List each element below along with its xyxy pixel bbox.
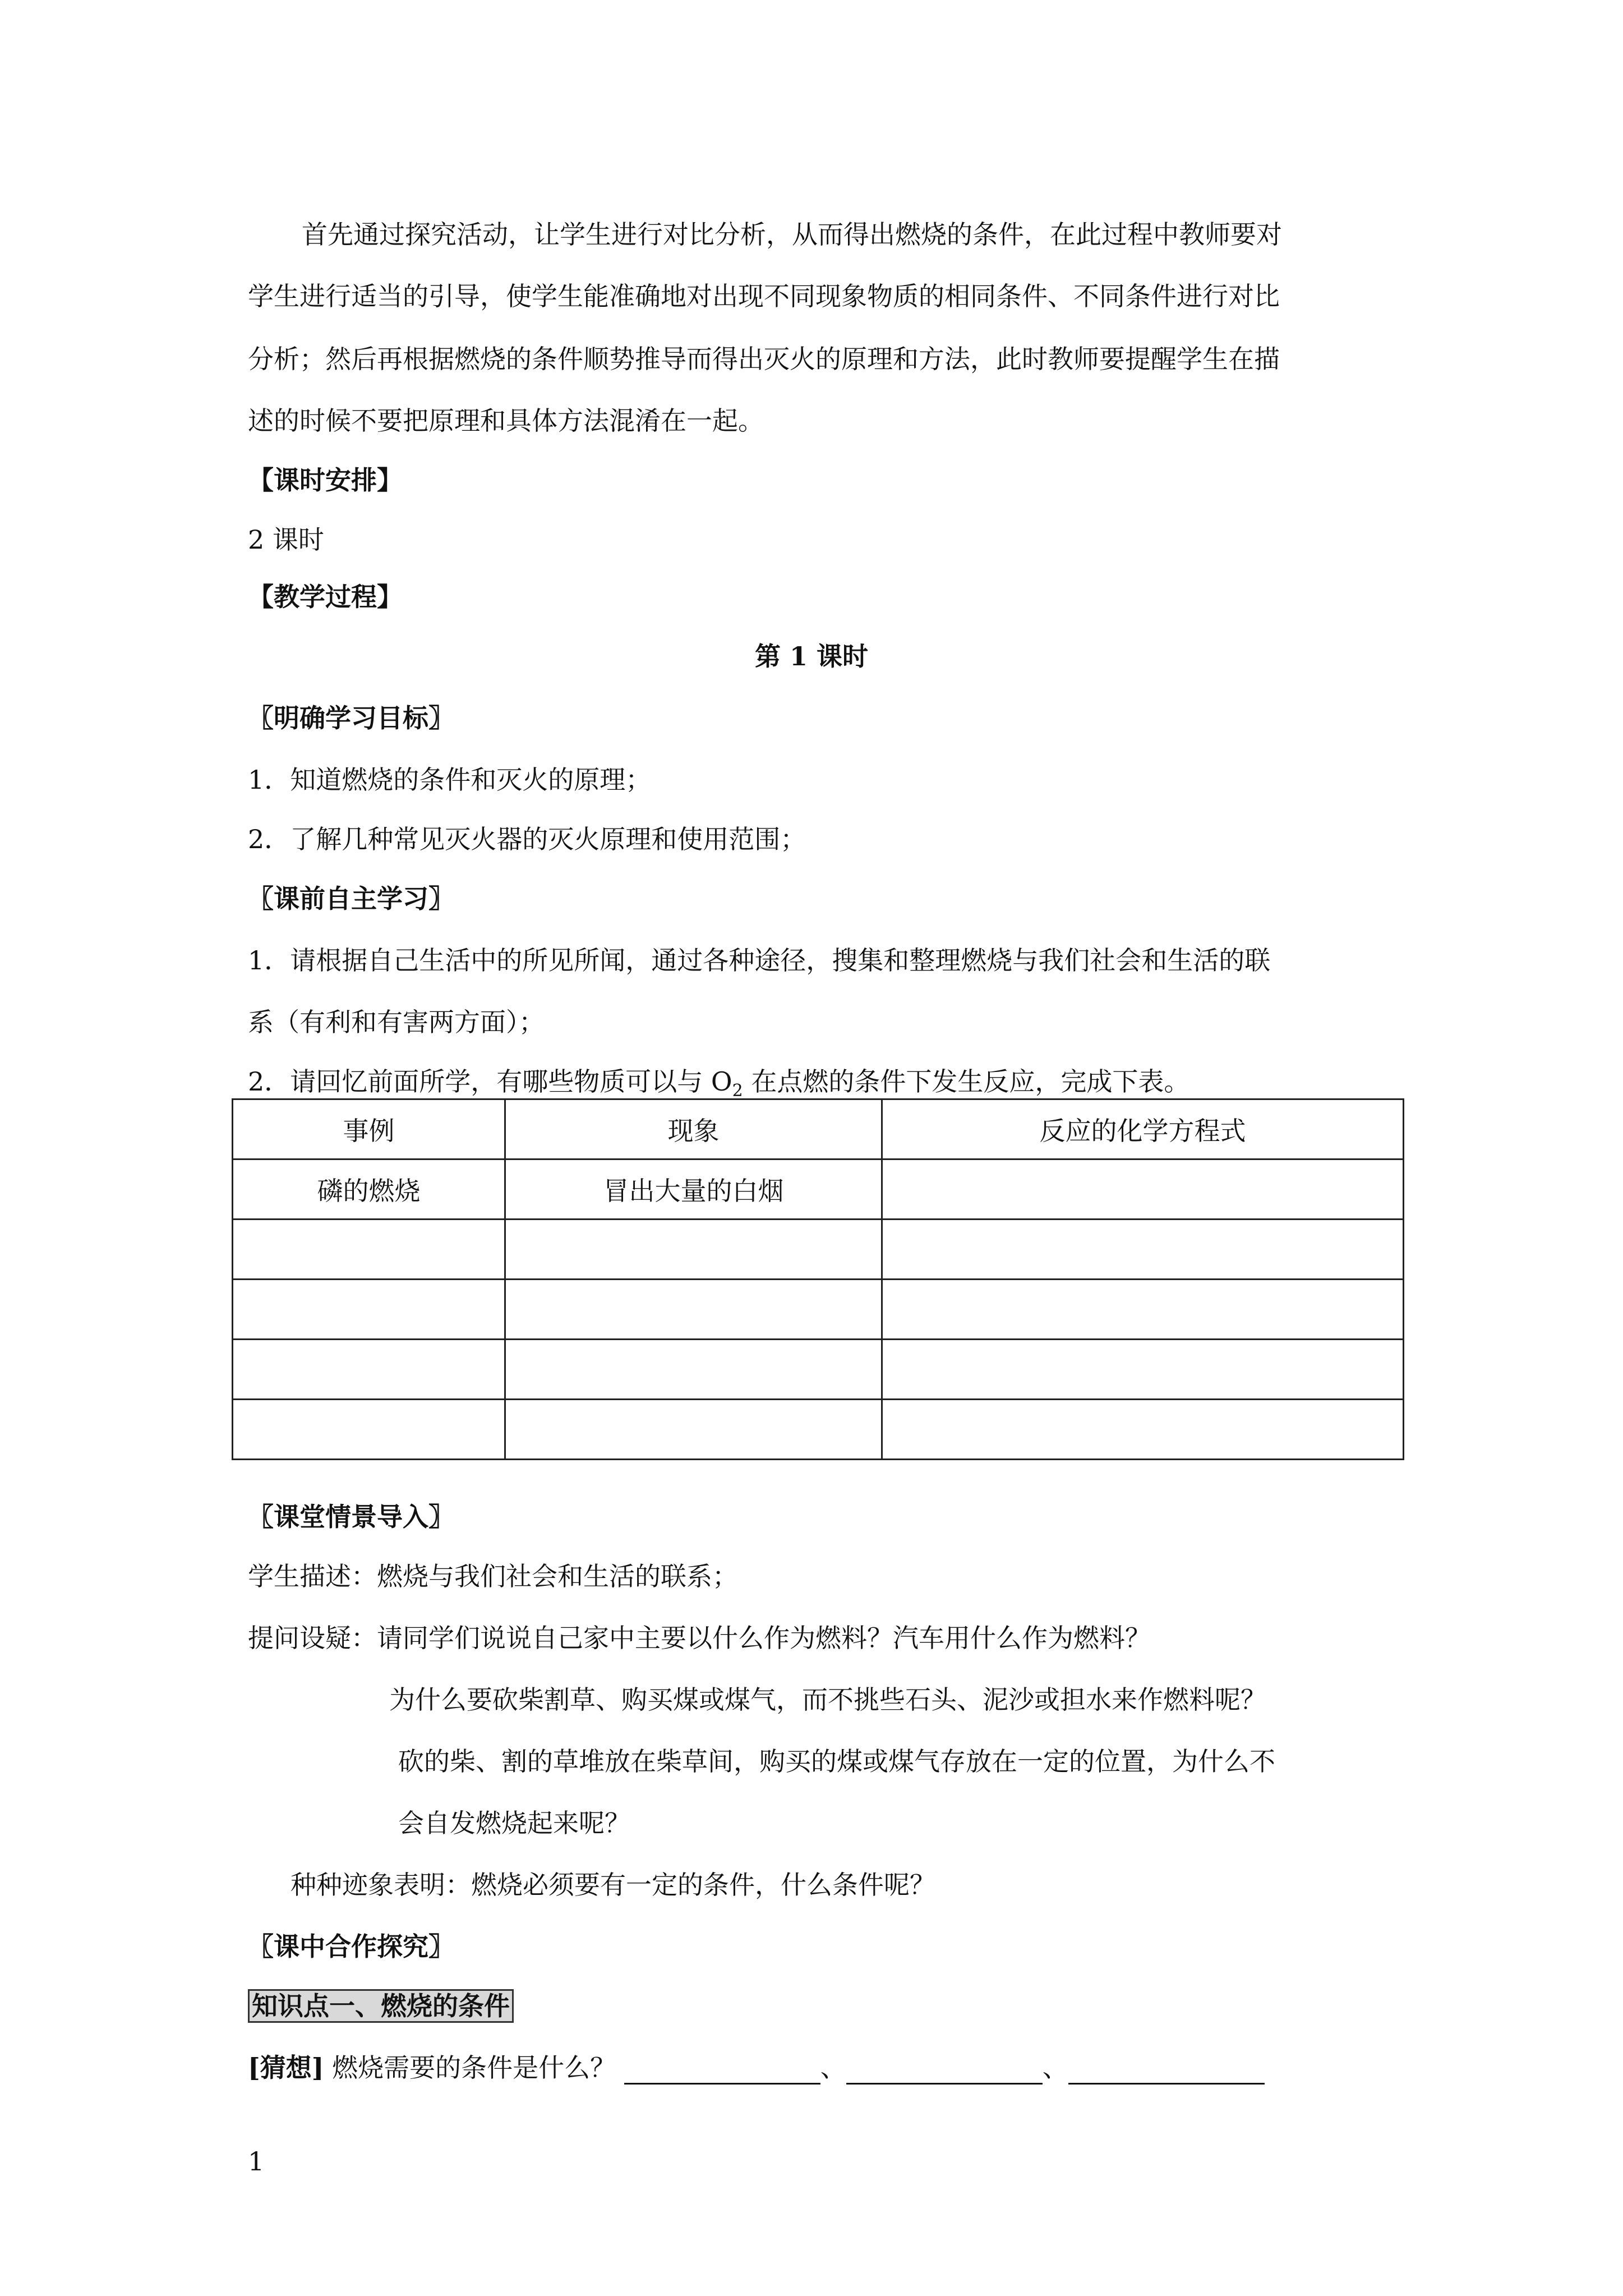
table-cell[interactable] — [882, 1159, 1404, 1220]
process-heading: 【教学过程】 — [248, 582, 403, 612]
student-description: 学生描述：燃烧与我们社会和生活的联系； — [248, 1561, 738, 1591]
table-cell[interactable] — [233, 1400, 505, 1460]
intro-line-3: 分析；然后再根据燃烧的条件顺势推导而得出灭火的原理和方法，此时教师要提醒学生在描 — [248, 344, 1280, 374]
goal-item-1: 1．知道燃烧的条件和灭火的原理； — [248, 765, 652, 795]
question-line-2: 为什么要砍柴割草、购买煤或煤气，而不挑些石头、泥沙或担水来作燃料呢？ — [389, 1685, 1266, 1715]
cooperation-heading: 〖课中合作探究〗 — [248, 1931, 454, 1962]
schedule-heading: 【课时安排】 — [248, 465, 403, 495]
answer-blank-2[interactable] — [846, 2057, 1043, 2085]
guess-label: [猜想] — [248, 2053, 324, 2083]
lesson-title: 第 1 课时 — [754, 641, 869, 671]
table-cell[interactable] — [505, 1340, 882, 1400]
header-cell-example: 事例 — [233, 1099, 505, 1159]
goal-item-2: 2．了解几种常见灭火器的灭火原理和使用范围； — [248, 824, 806, 854]
table-row — [233, 1400, 1404, 1460]
table-cell[interactable] — [505, 1220, 882, 1280]
table-cell: 磷的燃烧 — [233, 1159, 505, 1220]
table-cell[interactable] — [505, 1280, 882, 1340]
table-cell[interactable] — [233, 1340, 505, 1400]
scenario-conclusion: 种种迹象表明：燃烧必须要有一定的条件，什么条件呢？ — [291, 1870, 935, 1900]
blank-separator-2: 、 — [1042, 2053, 1068, 2083]
goals-heading: 〖明确学习目标〗 — [248, 703, 454, 733]
blank-separator-1: 、 — [820, 2053, 846, 2083]
knowledge-point-1 — [248, 1989, 514, 2023]
pre-study-item-2-text: 2．请回忆前面所学，有哪些物质可以与 O — [248, 1066, 732, 1097]
pre-study-heading: 〖课前自主学习〗 — [248, 884, 454, 914]
answer-blank-3[interactable] — [1068, 2057, 1265, 2085]
schedule-value: 2 课时 — [248, 524, 324, 555]
table-header-row — [233, 1099, 1404, 1159]
table-cell[interactable] — [882, 1220, 1404, 1280]
table-cell[interactable] — [882, 1340, 1404, 1400]
page-number: 1 — [248, 2146, 265, 2177]
question-line-3: 砍的柴、割的草堆放在柴草间，购买的煤或煤气存放在一定的位置，为什么不 — [398, 1746, 1275, 1777]
oxygen-subscript: 2 — [732, 1081, 743, 1101]
table-cell[interactable] — [882, 1280, 1404, 1340]
answer-blank-1[interactable] — [624, 2057, 820, 2085]
scenario-heading: 〖课堂情景导入〗 — [248, 1502, 454, 1532]
intro-line-1: 首先通过探究活动，让学生进行对比分析，从而得出燃烧的条件，在此过程中教师要对 — [302, 219, 1282, 250]
table-row — [233, 1220, 1404, 1280]
pre-study-item-1-line-2: 系（有利和有害两方面）； — [248, 1007, 545, 1037]
reaction-table — [232, 1098, 1404, 1460]
pre-study-item-1-line-1: 1．请根据自己生活中的所见所闻，通过各种途径，搜集和整理燃烧与我们社会和生活的联 — [248, 945, 1271, 976]
intro-line-4: 述的时候不要把原理和具体方法混淆在一起。 — [248, 406, 764, 436]
table-row — [233, 1159, 1404, 1220]
question-line-1: 提问设疑：请同学们说说自己家中主要以什么作为燃料？汽车用什么作为燃料？ — [248, 1623, 1151, 1653]
pre-study-item-2-tail: 在点燃的条件下发生反应，完成下表。 — [743, 1066, 1190, 1097]
header-cell-equation: 反应的化学方程式 — [882, 1099, 1404, 1159]
intro-line-2: 学生进行适当的引导，使学生能准确地对出现不同现象物质的相同条件、不同条件进行对比 — [248, 281, 1280, 311]
table-row — [233, 1340, 1404, 1400]
table-cell[interactable] — [505, 1400, 882, 1460]
knowledge-point-label: 知识点一、燃烧的条件 — [248, 1989, 514, 2023]
table-cell[interactable] — [233, 1220, 505, 1280]
question-line-4: 会自发燃烧起来呢？ — [398, 1808, 630, 1838]
table-cell[interactable] — [233, 1280, 505, 1340]
guess-question: 燃烧需要的条件是什么？ — [332, 2053, 616, 2083]
header-cell-phenomenon: 现象 — [505, 1099, 882, 1159]
table-cell: 冒出大量的白烟 — [505, 1159, 882, 1220]
guess-line — [248, 2051, 1265, 2085]
table-cell[interactable] — [882, 1400, 1404, 1460]
table-row — [233, 1280, 1404, 1340]
